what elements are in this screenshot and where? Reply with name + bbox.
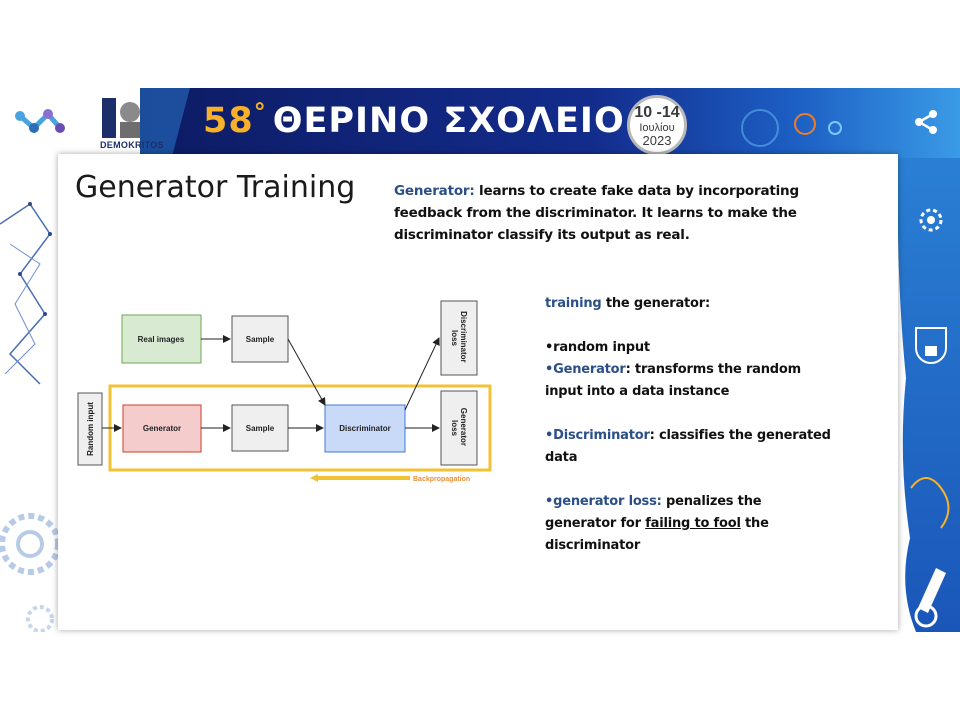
molecule-icon [12, 104, 68, 140]
note-generator-text: : transforms the random input into a data instance [545, 362, 801, 399]
real-images-label: Real images [137, 335, 185, 344]
note-random-input: •random input [545, 340, 650, 355]
note-loss-text-1: penalizes the generator for [545, 494, 762, 531]
banner-title [203, 98, 625, 141]
right-decoration [896, 158, 960, 632]
backpropagation-arrow [310, 474, 410, 482]
date-month: Ιουλίου [639, 122, 675, 134]
note-generator [545, 359, 835, 403]
description-text: learns to create fake data by incorporating feedback from the discriminator. It learns to make the discriminator classify its output as real. [394, 183, 799, 243]
date-badge [627, 95, 687, 155]
left-decoration [0, 164, 62, 632]
note-discriminator-bullet: • [545, 428, 554, 443]
gan-diagram [70, 290, 510, 495]
note-discriminator-term: Discriminator [553, 428, 650, 443]
backpropagation-label: Backpropagation [413, 476, 471, 483]
arrow-discriminator-to-dloss [405, 338, 439, 410]
note-loss-term: generator loss: [553, 494, 662, 509]
banner-degree: ° [253, 98, 267, 126]
sample-bottom-label: Sample [245, 424, 275, 433]
discriminator-loss-line-2: loss [450, 329, 459, 347]
note-loss-underlined: failing to fool [645, 516, 741, 531]
generator-loss-line-2: loss [450, 419, 459, 437]
slide-description [394, 180, 864, 246]
banner-number: 58 [203, 101, 254, 141]
notes-heading-rest: the generator: [601, 296, 711, 311]
note-generator-bullet: • [545, 362, 554, 377]
discriminator-label: Discriminator [339, 424, 391, 433]
logo-text: DEMOKRITOS [100, 140, 164, 150]
note-generator-term: Generator [553, 362, 626, 377]
slide-title: Generator Training [75, 170, 356, 205]
note-loss-text-2: the discriminator [545, 516, 769, 553]
discriminator-loss-line-1: Discriminator [459, 311, 468, 363]
date-days: 10 -14 [634, 104, 680, 121]
arrow-sample-to-discriminator-top [288, 339, 325, 405]
training-notes [545, 293, 835, 557]
note-generator-loss [545, 491, 835, 557]
banner-title-text: ΘΕΡΙΝΟ ΣΧΟΛΕΙΟ [272, 101, 625, 141]
sample-top-label: Sample [245, 335, 275, 344]
date-year: 2023 [642, 133, 672, 148]
note-discriminator [545, 425, 835, 469]
generator-loss-line-1: Generator [459, 407, 468, 446]
share-icon [912, 108, 940, 136]
note-loss-bullet: • [545, 494, 554, 509]
random-input-label: Random input [86, 402, 95, 456]
note-discriminator-text: : classifies the generated data [545, 428, 831, 465]
notes-heading-term: training [545, 296, 602, 311]
demokritos-logo-icon [100, 96, 144, 140]
description-term: Generator: [394, 183, 475, 199]
notes-heading [545, 293, 835, 315]
generator-label: Generator [142, 424, 182, 433]
